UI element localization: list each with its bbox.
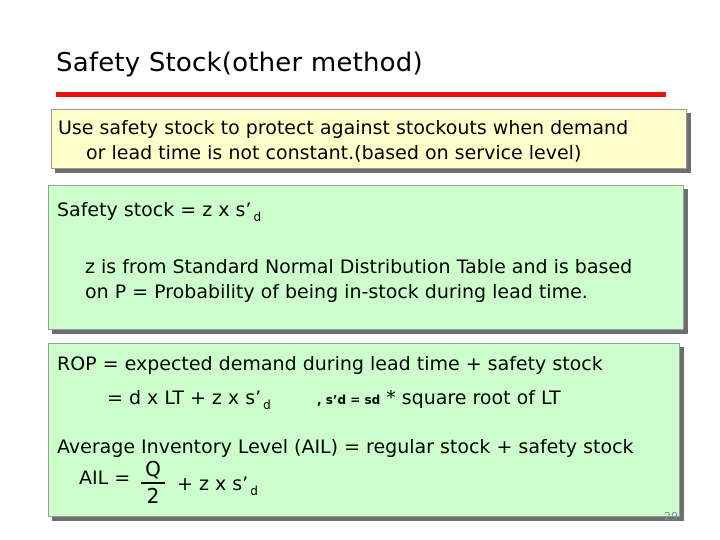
ail-denominator: 2: [146, 484, 160, 508]
rop-formula-text: = d x LT + z x s’: [107, 387, 262, 409]
intro-line-2: or lead time is not constant.(based on service level): [86, 142, 582, 164]
ail-formula-rest-subscript: d: [250, 484, 258, 498]
intro-line-1: Use safety stock to protect against stockouts when demand: [58, 117, 629, 139]
title-underline: [56, 92, 666, 97]
rop-formula: [107, 386, 271, 418]
ail-formula-rest-text: + z x s’: [177, 473, 249, 495]
safety-stock-formula-subscript: d: [253, 210, 262, 224]
rop-formula-subscript: d: [263, 398, 271, 412]
ail-formula-rest: [177, 472, 258, 504]
ail-label: AIL =: [79, 467, 131, 489]
intro-box: [51, 109, 687, 169]
sd-note: [317, 386, 561, 413]
page-number: 29: [664, 510, 678, 523]
ail-definition: Average Inventory Level (AIL) = regular stock + safety stock: [57, 436, 634, 458]
safety-stock-box: [48, 185, 684, 330]
safety-stock-formula: [57, 198, 261, 230]
rop-ail-box: [48, 343, 680, 517]
safety-stock-formula-text: Safety stock = z x s’: [57, 199, 252, 221]
rop-definition: ROP = expected demand during lead time + safety stock: [57, 353, 603, 375]
z-description-line-2: on P = Probability of being in-stock during lead time.: [85, 281, 588, 303]
slide-title: Safety Stock(other method): [56, 48, 423, 78]
sd-note-rest: * square root of LT: [386, 387, 561, 409]
sd-note-small: , s’d = sd: [317, 393, 381, 407]
ail-numerator: Q: [145, 457, 161, 481]
z-description-line-1: z is from Standard Normal Distribution Table and is based: [85, 256, 633, 278]
